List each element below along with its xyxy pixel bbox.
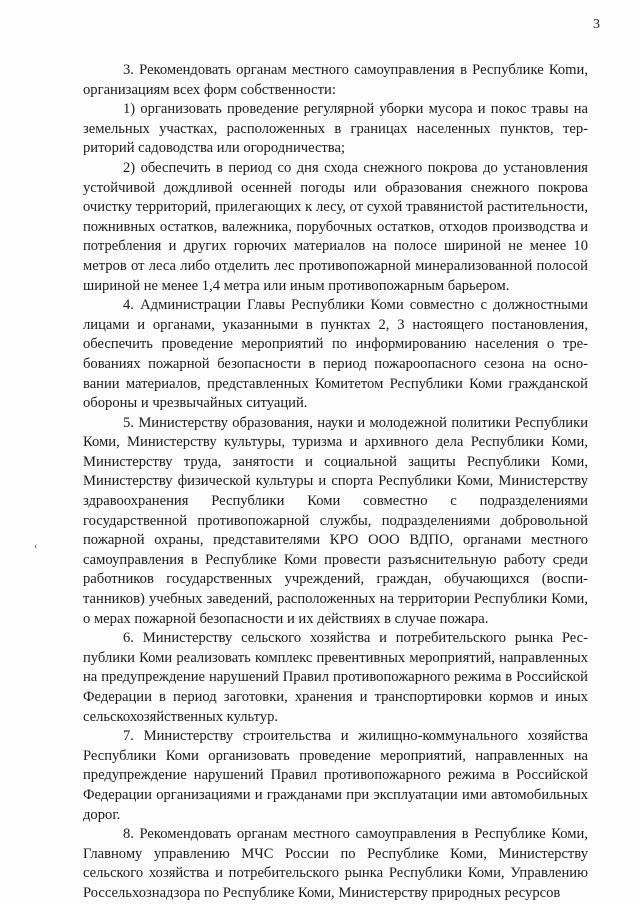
paragraph-3-2: 2) обеспечить в период со дня схода снежного покрова до установления устойчивой дождливой осенней погоды или образования снежного покрова очистку территорий, прилегающих к лесу, от сухой травянистой растительности, пожнивных остатков, валежника, порубочных остатков, отходов производства и потребления и других горючих материалов на полосе шириной не менее 10 метров от леса либо отделить лес противопожарной минерализованной полосой шириной не менее 1,4 метра или иным противопожарным барьером.: [83, 159, 588, 294]
paragraph-4: 4. Администрации Главы Республики Коми совместно с должностными лицами и органами, указанными в пунктах 2, 3 настоящего постановления, обеспечить проведение мероприятий по информированию населения о требованиях пожарной безопасности в период пожароопасного сезона на основании материалов, представленных Комитетом Республики Коми гражданской обороны и чрезвычайных ситуаций.: [83, 297, 588, 412]
paragraph-5: 5. Министерству образования, науки и молодежной политики Республики Коми, Министерству культуры, туризма и архивного дела Республики Коми, Министерству труда, занятости и социальной защиты Республики Коми, Министерству физической культуры и спорта Республики Коми, Министерству здравоохранения Республики Коми совместно с подразделениями государственной противопожарной службы, подразделениями добровольной пожарной охраны, представителями КРО ООО ВДПО, органами местного самоуправления в Республике Коми провести разъяснительную работу среди работников государственных учреждений, граждан, обучающихся (воспитанников) учебных заведений, расположенных на территории Республики Коми, о мерах пожарной безопасности и их действиях в случае пожара.: [83, 414, 588, 627]
paragraph-6: 6. Министерству сельского хозяйства и потребительского рынка Республики Коми реализовать комплекс превентивных мероприятий, направленных на предупреждение нарушений Правил противопожарного режима в Российской Федерации в период заготовки, хранения и транспортировки кормов и иных сельскохозяйственных культур.: [83, 630, 588, 725]
margin-mark: ‹: [34, 541, 38, 552]
paragraph-3: 3. Рекомендовать органам местного самоуправления в Республике Коmи, организациям всех форм собственности:: [83, 62, 588, 98]
document-body: [83, 61, 588, 904]
paragraph-3-1: 1) организовать проведение регулярной уборки мусора и покос травы на земельных участках, расположенных в границах населенных пунктов, территорий садоводства или огородничества;: [83, 101, 588, 157]
page-number: 3: [593, 17, 600, 32]
paragraph-8: 8. Рекомендовать органам местного самоуправления в Республике Коми, Главному управлению МЧС России по Республике Коми, Министерству сельского хозяйства и потребительского рынка Республики Коми, Управлению Россельхознадзора по Республике Коми, Министерству природных ресурсов: [83, 826, 588, 901]
paragraph-7: 7. Министерству строительства и жилищно-коммунального хозяйства Республики Коми организовать проведение мероприятий, направленных на предупреждение нарушений Правил противопожарного режима в Российской Федерации организациями и гражданами при эксплуатации ими автомобильных дорог.: [83, 728, 588, 823]
